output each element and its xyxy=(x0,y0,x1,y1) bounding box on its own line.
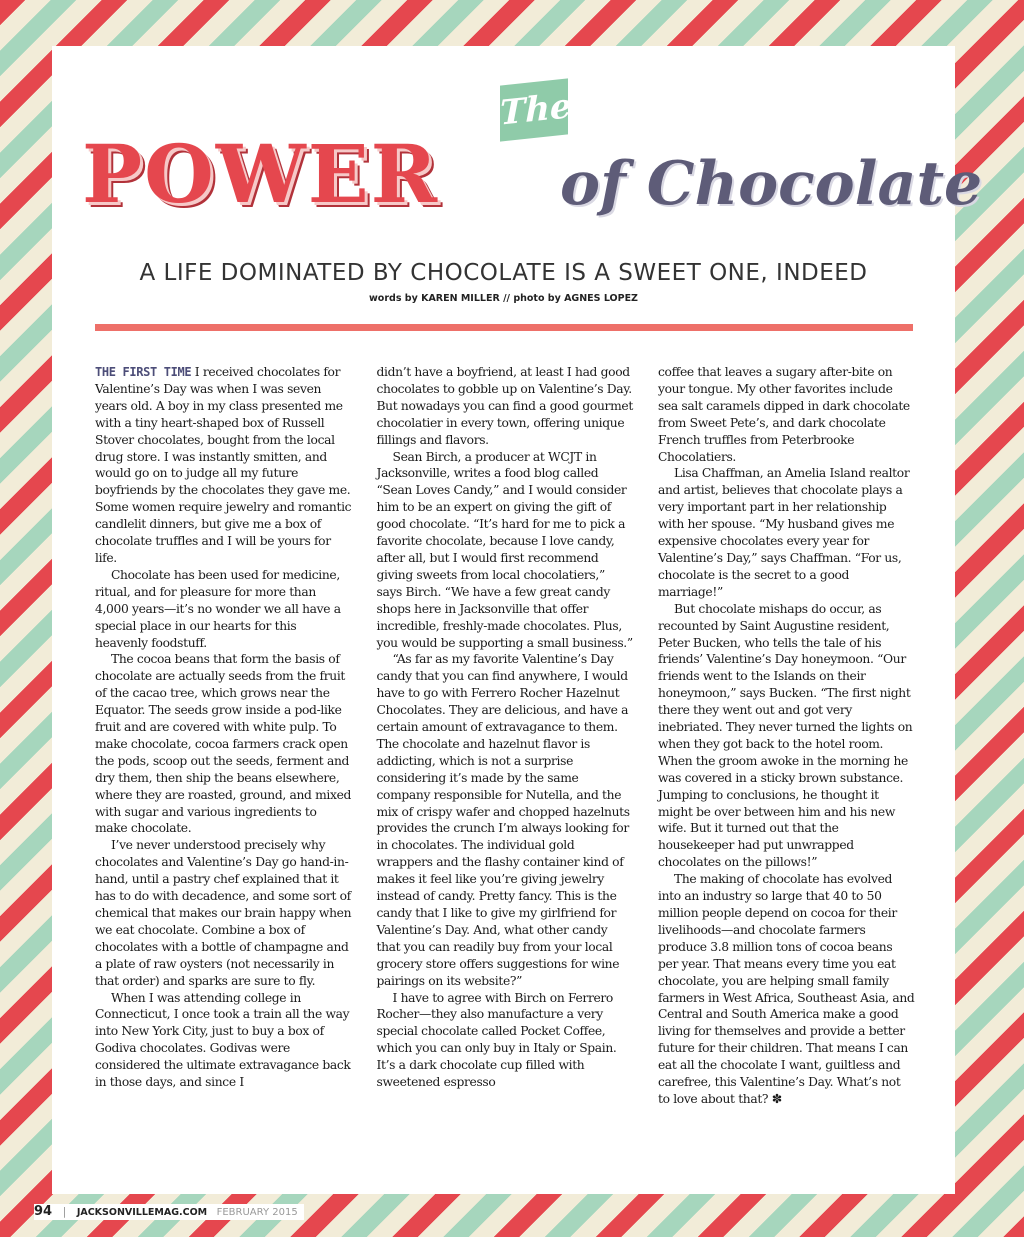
issue-date: FEBRUARY 2015 xyxy=(216,1207,298,1218)
paragraph xyxy=(95,364,352,567)
title-the-flag: The xyxy=(500,78,568,141)
lead-in: THE FIRST TIME xyxy=(95,365,192,379)
page-number: 94 xyxy=(34,1204,53,1219)
paragraph: Lisa Chaffman, an Amelia Island realtor and artist, believes that chocolate plays a very important part in her relationship with her spouse. “My husband gives me expensive chocolates every year for Valentine’s Day,” says Chaffman. “For us, chocolate is the secret to a good marriage!” xyxy=(658,466,910,599)
column-2 xyxy=(377,364,634,1179)
footer-separator: | xyxy=(62,1205,67,1218)
article-page xyxy=(52,46,983,1194)
paragraph: The making of chocolate has evolved into an industry so large that 40 to 50 million people depend on cocoa for their livelihoods—and chocolate farmers produce 3.8 million tons of cocoa beans per year. That means every time you eat chocolate, you are helping small family farmers in West Africa, Southeast Asia, and Central and South America make a good living for themselves and provide a better future for their children. That means I can eat all the chocolate I want, guiltless and carefree, this Valentine’s Day. What’s not to love about that? ✽ xyxy=(658,872,915,1106)
article-body xyxy=(95,364,915,1179)
paragraph: But chocolate mishaps do occur, as recounted by Saint Augustine resident, Peter Bucken, who tells the tale of his friends’ Valentine’s Day honeymoon. “Our friends went to the Islands on their honeymoon,” says Bucken. “The first night there they went out and got very inebriated. They never turned the lights on when they got back to the hotel room. When the groom awoke in the morning he was covered in a sticky brown substance. Jumping to conclusions, he thought it might be over between him and his new wife. But it turned out that the housekeeper had put unwrapped chocolates on the pillows!” xyxy=(658,601,913,870)
column-3 xyxy=(658,364,915,1179)
paragraph-text: I received chocolates for Valentine’s Day was when I was seven years old. A boy in my class presented me with a tiny heart-shaped box of Russell Stover chocolates, bought from the local drug store. I was instantly smitten, and would go on to judge all my future boyfriends by the chocolates they gave me. Some women require jewelry and romantic candlelit dinners, but give me a box of chocolate truffles and I will be yours for life. xyxy=(95,365,352,565)
byline: words by KAREN MILLER // photo by AGNES LOPEZ xyxy=(369,293,638,304)
paragraph: When I was attending college in Connecticut, I once took a train all the way into New York City, just to buy a box of Godiva chocolates. Godivas were considered the ultimate extravagance back in those days, and since I xyxy=(95,990,351,1090)
subtitle: A LIFE DOMINATED BY CHOCOLATE IS A SWEET ONE, INDEED xyxy=(139,260,868,286)
site-link[interactable]: JACKSONVILLEMAG.COM xyxy=(76,1207,208,1218)
title-block xyxy=(52,46,983,304)
title-of-chocolate: of Chocolate xyxy=(560,149,983,219)
column-1 xyxy=(95,364,352,1179)
paragraph: I’ve never understood precisely why chocolates and Valentine’s Day go hand-in-hand, until a pastry chef explained that it has to do with decadence, and some sort of chemical that makes our brain happy when we eat chocolate. Combine a box of chocolates with a bottle of champagne and a plate of raw oysters (not necessarily in that order) and sparks are sure to fly. xyxy=(95,838,352,988)
paragraph: coffee that leaves a sugary after-bite on your tongue. My other favorites include sea salt caramels dipped in dark chocolate from Sweet Pete’s, and dark chocolate French truffles from Peterbrooke Chocolatiers. xyxy=(658,365,910,464)
title-power: POWER xyxy=(82,127,440,221)
paragraph: I have to agree with Birch on Ferrero Rocher—they also manufacture a very special chocolate called Pocket Coffee, which you can only buy in Italy or Spain. It’s a dark chocolate cup filled with sweetened espresso xyxy=(376,990,617,1090)
paragraph: Chocolate has been used for medicine, ritual, and for pleasure for more than 4,000 years—it’s no wonder we all have a special place in our hearts for this heavenly foodstuff. xyxy=(95,567,341,650)
paragraph: Sean Birch, a producer at WCJT in Jacksonville, writes a food blog called “Sean Loves Candy,” and I would consider him to be an expert on giving the gift of good chocolate. “It’s hard for me to pick a favorite chocolate, because I love candy, after all, but I would first recommend giving sweets from local chocolatiers,” says Birch. “We have a few great candy shops here in Jacksonville that offer incredible, freshly-made chocolates. Plus, you would be supporting a small business.” xyxy=(376,449,633,650)
page-footer xyxy=(34,1204,304,1220)
divider-rule xyxy=(95,324,913,331)
paragraph: The cocoa beans that form the basis of chocolate are actually seeds from the fruit of the cacao tree, which grows near the Equator. The seeds grow inside a pod-like fruit and are covered with white pulp. To make chocolate, cocoa farmers crack open the pods, scoop out the seeds, ferment and dry them, then ship the beans elsewhere, where they are roasted, ground, and mixed with sugar and various ingredients to make chocolate. xyxy=(95,652,352,836)
paragraph: “As far as my favorite Valentine’s Day candy that you can find anywhere, I would have to go with Ferrero Rocher Hazelnut Chocolates. They are delicious, and have a certain amount of extravagance to them. The chocolate and hazelnut flavor is addicting, which is not a surprise considering it’s made by the same company responsible for Nutella, and the mix of crispy wafer and chopped hazelnuts provides the crunch I’m always looking for in chocolates. The individual gold wrappers and the flashy container kind of makes it feel like you’re giving jewelry instead of candy. Pretty fancy. This is the candy that I like to give my girlfriend for Valentine’s Day. And, what other candy that you can readily buy from your local grocery store offers suggestions for wine pairings on its website?” xyxy=(376,652,630,988)
paragraph: didn’t have a boyfriend, at least I had good chocolates to gobble up on Valentine’s Day. But nowadays you can find a good gourmet chocolatier in every town, offering unique fillings and flavors. xyxy=(376,365,633,447)
